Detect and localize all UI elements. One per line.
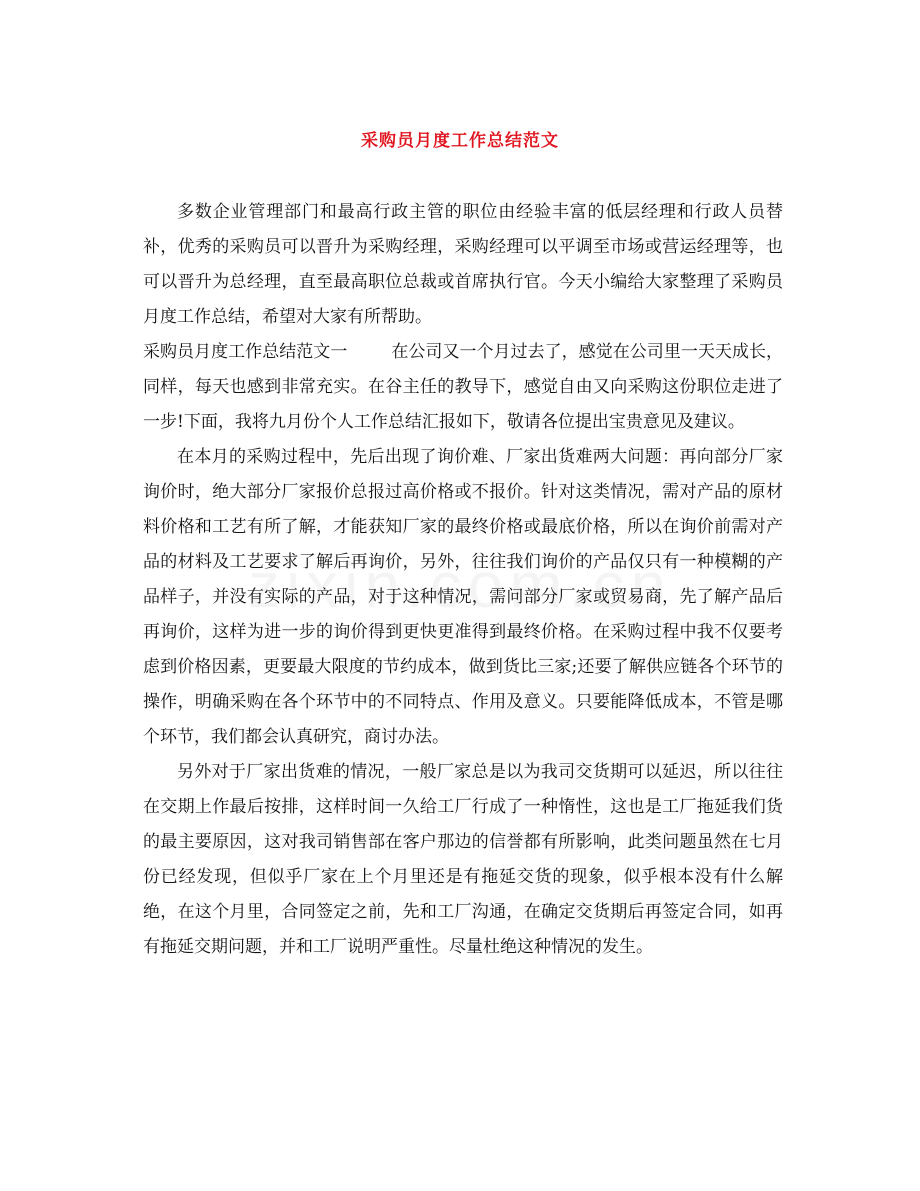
paragraph-inquiry-problems: 在本月的采购过程中，先后出现了询价难、厂家出货难两大问题：再向部分厂家询价时，绝大部分厂家报价总报过高价格或不报价。针对这类情况，需对产品的原材料价格和工艺有所了解，才能获知厂家的最终价格或最底价格，所以在询价前需对产品的材料及工艺要求了解后再询价，另外，往往我们询价的产品仅只有一种模糊的产品样子，并没有实际的产品，对于这种情况，需问部分厂家或贸易商，先了解产品后再询价，这样为进一步的询价得到更快更准得到最终价格。在采购过程中我不仅要考虑到价格因素，更要最大限度的节约成本，做到货比三家;还要了解供应链各个环节的操作，明确采购在各个环节中的不同特点、作用及意义。只要能降低成本，不管是哪个环节，我们都会认真研究，商讨办法。	[143, 447, 783, 747]
document-title: 采购员月度工作总结范文	[361, 131, 559, 151]
document-body	[143, 195, 783, 965]
section-one-paragraph	[143, 335, 783, 440]
section-one-text: 在公司又一个月过去了，感觉在公司里一天天成长，同样，每天也感到非常充实。在谷主任的教导下，感觉自由又向采购这份职位走进了一步!下面，我将九月份个人工作总结汇报如下，敬请各位提出宝贵意见及建议。	[143, 342, 783, 432]
intro-paragraph: 多数企业管理部门和最高行政主管的职位由经验丰富的低层经理和行政人员替补，优秀的采购员可以晋升为采购经理，采购经理可以平调至市场或营运经理等，也可以晋升为总经理，直至最高职位总裁或首席执行官。今天小编给大家整理了采购员月度工作总结，希望对大家有所帮助。	[143, 202, 783, 327]
paragraph-delivery-problems: 另外对于厂家出货难的情况，一般厂家总是以为我司交货期可以延迟，所以往往在交期上作最后按排，这样时间一久给工厂行成了一种惰性，这也是工厂拖延我们货的最主要原因，这对我司销售部在客户那边的信誉都有所影响，此类问题虽然在七月份已经发现，但似乎厂家在上个月里还是有拖延交货的现象，似乎根本没有什么解绝，在这个月里，合同签定之前，先和工厂沟通，在确定交货期后再签定合同，如再有拖延交期问题，并和工厂说明严重性。尽量杜绝这种情况的发生。	[143, 762, 783, 957]
section-one-heading: 采购员月度工作总结范文一	[143, 342, 348, 362]
